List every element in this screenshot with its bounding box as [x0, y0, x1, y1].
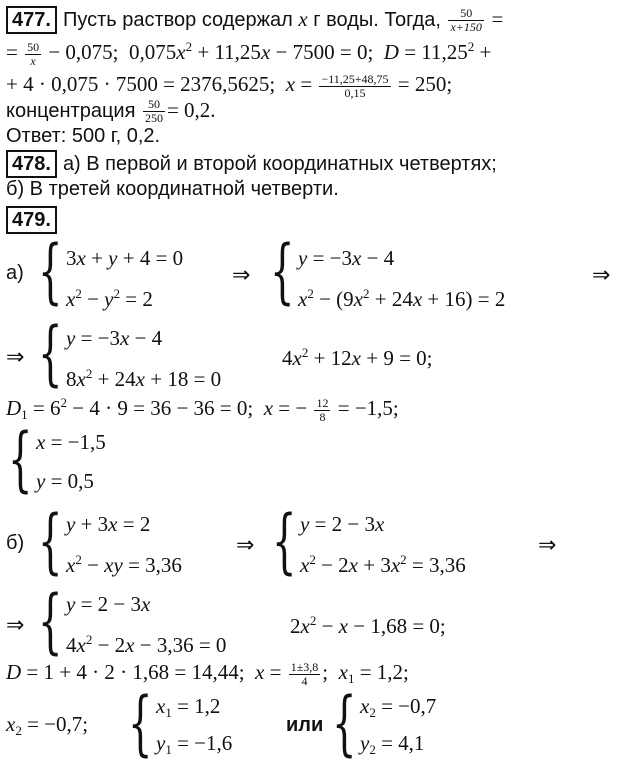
system-b4: $x_1 = 1,2$ $y_1 = -1,6$ — [156, 694, 233, 757]
var-x: x — [298, 7, 308, 31]
p477-line3: + 4 · 0,075 · 7500 = 2376,5625; x = $\frac{-11,25+48,75}{0,15}$ = 250; — [6, 71, 453, 100]
equation-b: $2x^2 - x - 1,68 = 0$; — [290, 613, 446, 638]
system-b2: y = 2 − 3x $x^2 - 2x + 3x^2 = 3,36$ — [300, 512, 466, 577]
concentration-label: концентрация — [6, 100, 136, 122]
discriminant-a: $D_1 = 6^2 - 4 \cdot 9 = 36 - 36 = 0$; x = − $\frac{12}{8}$ = −1,5; — [6, 395, 399, 424]
part-b-label: б) — [6, 532, 25, 554]
p477-answer: Ответ: 500 г, 0,2. — [6, 125, 161, 147]
fraction-concentration: $\frac{50}{250}$ — [144, 97, 163, 126]
p477-line2: = $\frac{50}{x}$ − 0,075; $0,075x^2 + 11,25x - 7500 = 0$; $D = 11,25^2$ + — [6, 39, 492, 68]
problem-number-477: 477. — [6, 6, 57, 34]
equation-a: $4x^2 + 12x + 9 = 0$; — [282, 345, 433, 370]
system-brace: { — [38, 580, 63, 662]
p478-answer-b: б) В третей координатной четверти. — [6, 178, 339, 200]
implies-arrow: ⇒ — [232, 262, 251, 287]
system-brace: { — [8, 418, 33, 500]
fraction-50-over-x150: $\frac{50}{x+150}$ — [450, 6, 482, 35]
root-x2: $x_2 = -0,7$; — [6, 712, 89, 738]
p477-text1: Пусть раствор содержал — [62, 9, 293, 31]
concentration-value: = 0,2. — [166, 98, 216, 122]
implies-arrow: ⇒ — [6, 612, 25, 637]
part-a-label: а) — [6, 262, 24, 284]
or-label: или — [286, 714, 324, 736]
system-a1: 3x + y + 4 = 0 $x^2 - y^2 = 2$ — [66, 246, 184, 311]
p477-text2: г воды. Тогда, — [313, 9, 441, 31]
fraction-x-solution: $\frac{-11,25+48,75}{0,15}$ — [321, 71, 389, 100]
implies-arrow: ⇒ — [592, 262, 611, 287]
problem-number-479: 479. — [6, 206, 57, 234]
p478-line1 — [6, 150, 497, 178]
system-brace: { — [38, 230, 63, 312]
system-brace: { — [38, 312, 63, 394]
system-a4: x = −1,5 y = 0,5 — [36, 430, 106, 493]
system-b3: y = 2 − 3x $4x^2 - 2x - 3,36 = 0$ — [66, 592, 227, 657]
p478-answer-a: а) В первой и второй координатных четвертях; — [62, 153, 497, 175]
system-a2: y = −3x − 4 $x^2 - (9x^2 + 24x + 16) = 2$ — [298, 246, 506, 311]
implies-arrow: ⇒ — [6, 344, 25, 369]
implies-arrow: ⇒ — [538, 532, 557, 557]
system-a3: y = −3x − 4 $8x^2 + 24x + 18 = 0$ — [66, 326, 222, 391]
implies-arrow: ⇒ — [236, 532, 255, 557]
system-b1: y + 3x = 2 $x^2$ − xy = 3,36 — [66, 512, 182, 577]
p477-line1: 477. Пусть раствор содержал x г воды. Тогда, $\frac{50}{x+150}$ = — [6, 6, 503, 34]
system-brace: { — [332, 682, 357, 764]
system-brace: { — [270, 230, 295, 312]
system-b5: $x_2 = -0,7$ $y_2 = 4,1$ — [360, 694, 437, 757]
system-brace: { — [272, 500, 297, 582]
p477-line4 — [6, 98, 216, 125]
system-brace: { — [128, 682, 153, 764]
discriminant-b: D = 1 + 4 · 2 · 1,68 = 14,44; x = $\frac{1\pm 3,8}{4}$ ; $x_1 = 1,2$; — [6, 659, 409, 688]
system-brace: { — [38, 500, 63, 582]
problem-number-478: 478. — [6, 150, 57, 178]
